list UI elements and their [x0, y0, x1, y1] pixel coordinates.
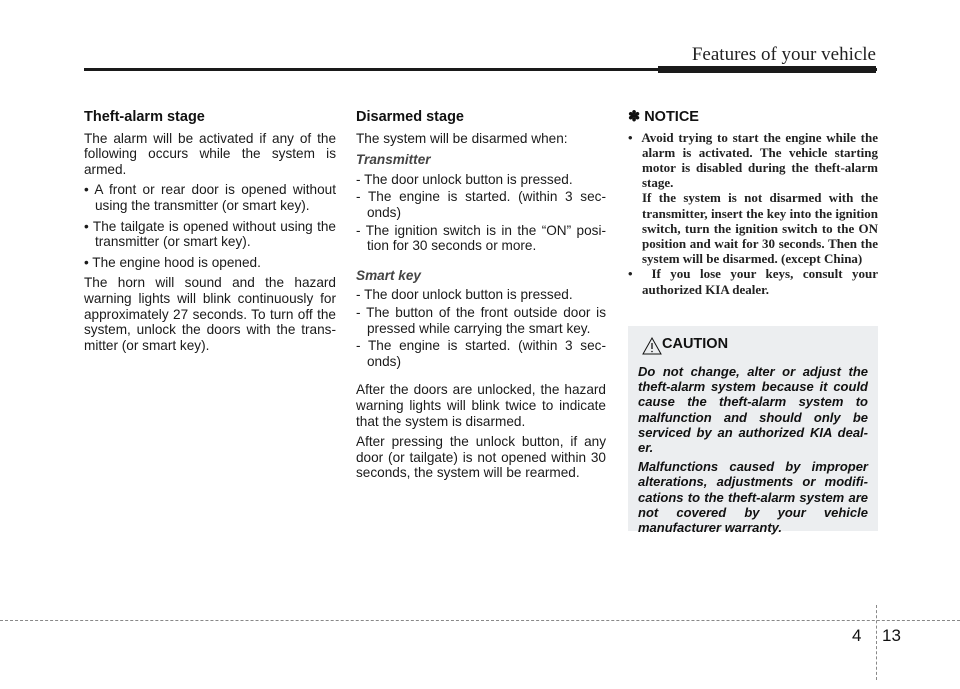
caution-box: [628, 326, 878, 536]
section-title: Features of your vehicle: [691, 44, 876, 65]
notice-star-icon: ✽: [628, 109, 641, 125]
smart-key-item: - The door unlock button is pressed.: [356, 287, 573, 303]
theft-alarm-intro: The alarm will be activated if any of the following occurs while the system is armed.: [84, 130, 336, 177]
transmitter-subheading: Transmitter: [356, 152, 431, 168]
notice-section: [628, 110, 878, 297]
header-tab-bar: [658, 66, 876, 73]
smart-key-item: - The button of the front outside door is pressed while carrying the smart key.: [356, 304, 606, 336]
theft-alarm-outro: The horn will sound and the hazard warning lights will blink continuously for approximately 27 seconds. To turn off the system, unlock the doors with the trans-mitter (or smart key).: [84, 275, 336, 353]
disarmed-paragraph-2: After pressing the unlock button, if any door (or tailgate) is not opened within 30 seconds, the system will be rearmed.: [356, 434, 606, 481]
theft-alarm-bullet: • The tailgate is opened without using the transmitter (or smart key).: [84, 218, 336, 250]
column-theft-alarm: [84, 110, 336, 358]
footer-divider: [0, 620, 960, 621]
disarmed-intro: The system will be disarmed when:: [356, 130, 568, 146]
transmitter-item: - The door unlock button is pressed.: [356, 171, 573, 187]
notice-item: • Avoid trying to start the engine while the alarm is activated. The vehicle starting motor is disabled during the theft-alarm stage.: [628, 129, 878, 191]
notice-body: [628, 130, 878, 297]
bullet-glyph: •: [84, 182, 89, 198]
chapter-number: 4: [852, 626, 862, 645]
caution-text: [638, 364, 868, 539]
smart-key-item: - The engine is started. (within 3 sec-onds): [356, 338, 606, 369]
disarmed-heading: Disarmed stage: [356, 109, 464, 125]
footer-vertical-divider: [876, 605, 877, 680]
disarmed-paragraph-1: After the doors are unlocked, the hazard warning lights will blink twice to indicate that the system is disarmed.: [356, 382, 606, 429]
bullet-glyph: •: [84, 254, 89, 270]
warning-triangle-icon: [642, 334, 662, 358]
caution-paragraph: Do not change, alter or adjust the theft-alarm system because it could cause the theft-alarm system to malfunction and should only be serviced by an authorized KIA deal-er.: [638, 364, 868, 456]
theft-alarm-bullet: • The engine hood is opened.: [84, 254, 261, 270]
transmitter-item: - The ignition switch is in the “ON” posi-tion for 30 seconds or more.: [356, 222, 607, 254]
notice-item-continuation: If the system is not disarmed with the transmitter, insert the key into the ignition switch, turn the ignition switch to the ON position and wait for 30 seconds. Then the system will be disarmed. (except China): [642, 190, 878, 267]
theft-alarm-bullet: • A front or rear door is opened without using the transmitter (or smart key).: [84, 182, 336, 213]
theft-alarm-heading: Theft-alarm stage: [84, 109, 205, 125]
notice-heading: ✽ NOTICE: [628, 109, 699, 125]
column-disarmed: [356, 110, 606, 486]
caution-paragraph: Malfunctions caused by improper alterations, adjustments or modifi-cations to the theft-alarm system are not covered by your vehicle manufacturer warranty.: [638, 459, 868, 536]
notice-item: • If you lose your keys, consult your authorized KIA dealer.: [628, 266, 878, 297]
transmitter-item: - The engine is started. (within 3 sec-onds): [356, 189, 606, 220]
caution-heading: CAUTION: [662, 336, 729, 352]
bullet-glyph: •: [84, 218, 89, 234]
page-number: 13: [882, 626, 901, 645]
smart-key-subheading: Smart key: [356, 267, 421, 283]
